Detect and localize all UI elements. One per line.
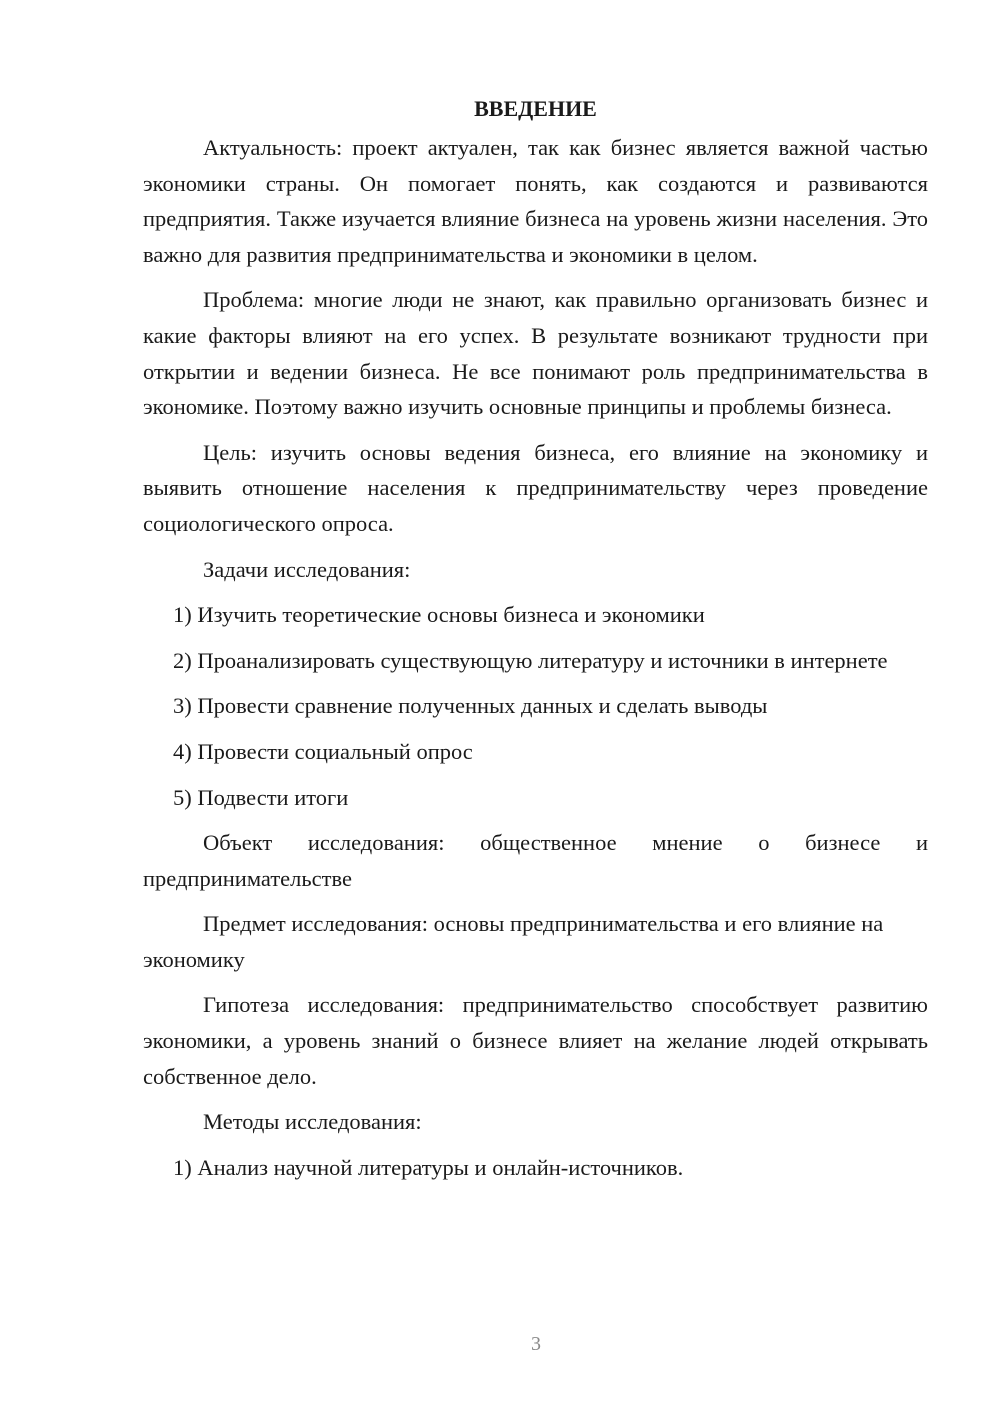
methods-heading: Методы исследования: (203, 1109, 422, 1135)
task-item: 5) Подвести итоги (173, 784, 349, 810)
relevance-paragraph: Актуальность: проект актуален, так как бизнес является важной частью экономики страны. Он помогает понять, как создаются и развиваются предприятия. Также изучается влияние бизнеса на уровень жизни населения. Это важно для развития предпринимательства и экономики в целом. (143, 135, 928, 267)
subject-paragraph: Предмет исследования: основы предпринимательства и его влияние на экономику (143, 911, 884, 972)
object-paragraph: Объект исследования: общественное мнение о бизнесе и предпринимательстве (143, 830, 928, 891)
goal-paragraph: Цель: изучить основы ведения бизнеса, его влияние на экономику и выявить отношение населения к предпринимательству через проведение социологического опроса. (143, 439, 928, 536)
document-page (143, 92, 928, 1195)
task-item: 1) Изучить теоретические основы бизнеса и экономики (173, 602, 705, 628)
tasks-heading: Задачи исследования: (203, 556, 411, 582)
problem-paragraph: Проблема: многие люди не знают, как правильно организовать бизнес и какие факторы влияют на его успех. В результате возникают трудности при открытии и ведении бизнеса. Не все понимают роль предпринимательства в экономике. Поэтому важно изучить основные принципы и проблемы бизнеса. (143, 287, 928, 420)
task-item: 4) Провести социальный опрос (173, 738, 473, 764)
hypothesis-paragraph: Гипотеза исследования: предпринимательство способствует развитию экономики, а уровень знаний о бизнесе влияет на желание людей открывать собственное дело. (143, 992, 928, 1089)
task-item: 3) Провести сравнение полученных данных и сделать выводы (173, 693, 768, 719)
page-number: 3 (531, 1333, 541, 1355)
task-item: 2) Проанализировать существующую литературу и источники в интернете (173, 647, 888, 673)
section-title: ВВЕДЕНИЕ (474, 96, 597, 121)
method-item: 1) Анализ научной литературы и онлайн-источников. (173, 1154, 684, 1180)
